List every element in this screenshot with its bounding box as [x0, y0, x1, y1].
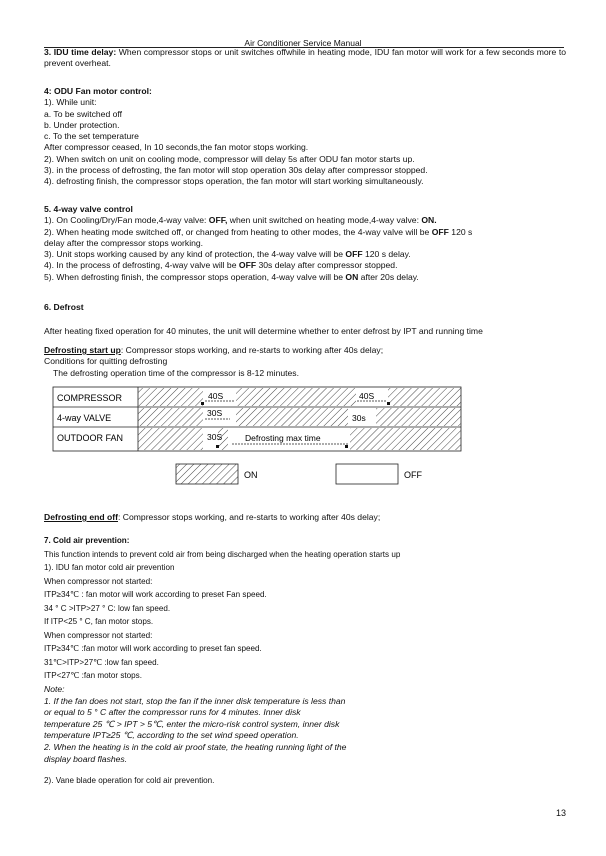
compressor-delay-40s-a: 40S	[208, 391, 224, 401]
valve-line-4: 4). In the process of defrosting, 4-way valve will be OFF 30s delay after compressor stopped.	[44, 260, 398, 271]
cold-air-line: 31℃>ITP>27℃ :low fan speed.	[44, 657, 159, 667]
defrost-end-line: Defrosting end off: Compressor stops working, and re-starts to working after 40s delay;	[44, 512, 381, 522]
cold-air-heading: 7. Cold air prevention:	[44, 536, 130, 545]
odu-fan-line: 3). in the process of defrosting, the fan motor will stop operation 30s delay after compressor stopped.	[44, 165, 428, 176]
legend-off-swatch	[336, 464, 398, 484]
defrost-max-time-label: Defrosting max time	[245, 433, 321, 443]
cold-air-line: When compressor not started:	[44, 576, 153, 586]
cold-air-line: ITP≥34℃ : fan motor will work according to preset Fan speed.	[44, 590, 267, 599]
valve-on-segment	[376, 408, 461, 426]
defrost-quit-line: Conditions for quitting defrosting	[44, 356, 168, 367]
vane-block	[44, 774, 566, 788]
row-label-outdoor-fan: OUTDOOR FAN	[57, 433, 124, 443]
page-number: 13	[556, 808, 567, 818]
fan-delay-30s: 30S	[207, 432, 223, 442]
idu-delay-text: When compressor stops or unit switches offwhile in heating mode, IDU fan motor will work for a few seconds more to prevent overheat.	[44, 47, 567, 69]
cold-air-line: This function intends to prevent cold air from being discharged when the heating operation starts up	[44, 549, 401, 559]
odu-fan-line: b. Under protection.	[44, 119, 120, 130]
section-cold-air-prevention	[44, 534, 566, 683]
cold-air-line: ITP<27℃ :fan motor stops.	[44, 671, 142, 680]
compressor-delay-40s-b: 40S	[359, 391, 375, 401]
defrost-end-label: Defrosting end off	[44, 512, 118, 522]
note-line: temperature 25 ℃ > IPT > 5℃, enter the micro-risk control system, inner disk	[44, 718, 340, 729]
compressor-on-segment	[236, 388, 356, 406]
compressor-on-segment	[388, 388, 461, 406]
legend-off-label: OFF	[404, 470, 422, 480]
valve-line-1: 1). On Cooling/Dry/Fan mode,4-way valve: OFF, when unit switched on heating mode,4-way valve: ON.	[44, 215, 437, 226]
cold-air-line: If ITP<25 ° C, fan motor stops.	[44, 617, 154, 626]
odu-fan-line: After compressor ceased, In 10 seconds,the fan motor stops working.	[44, 142, 309, 153]
odu-fan-line: 1). While unit:	[44, 97, 97, 108]
valve-delay-30s-a: 30S	[207, 408, 223, 418]
defrost-heading: 6. Defrost	[44, 302, 84, 312]
cold-air-line: When compressor not started:	[44, 630, 153, 640]
note-line: 1. If the fan does not start, stop the fan if the inner disk temperature is less than	[44, 695, 346, 706]
note-line: display board flashes.	[44, 753, 128, 764]
valve-line-2b: delay after the compressor stops working.	[44, 237, 204, 248]
note-line: temperature IPT≥25 ℃, according to the set wind speed operation.	[44, 730, 299, 741]
valve-heading: 5. 4-way valve control	[44, 204, 133, 214]
row-label-4way-valve: 4-way VALVE	[57, 413, 112, 423]
cold-air-line: 34 ° C >ITP>27 ° C: low fan speed.	[44, 603, 171, 613]
valve-line-5: 5). When defrosting finish, the compressor stops operation, 4-way valve will be ON after 20s delay.	[44, 271, 419, 282]
notes-block	[44, 684, 566, 765]
odu-fan-line: 2). When switch on unit on cooling mode, compressor will delay 5s after ODU fan motor starts up.	[44, 153, 415, 164]
odu-fan-line: 4). defrosting finish, the compressor stops operation, the fan motor will start working simultaneously.	[44, 176, 424, 187]
note-title: Note:	[44, 684, 65, 694]
fan-on-segment	[138, 428, 203, 450]
odu-fan-heading: 4: ODU Fan motor control:	[44, 86, 152, 96]
legend-on-swatch	[176, 464, 238, 484]
cold-air-line: 1). IDU fan motor cold air prevention	[44, 563, 175, 572]
defrost-start-line: Defrosting start up: Compressor stops working, and re-starts to working after 40s delay;	[44, 345, 384, 355]
defrost-intro: After heating fixed operation for 40 minutes, the unit will determine whether to enter defrost by IPT and running time	[44, 326, 483, 336]
fan-on-segment	[350, 428, 461, 450]
compressor-on-segment	[138, 388, 203, 406]
note-line: 2. When the heating is in the cold air proof state, the heating running light of the	[44, 741, 347, 752]
cold-air-line: ITP≥34℃ :fan motor will work according to preset fan speed.	[44, 644, 262, 653]
defrost-end-block	[44, 512, 566, 523]
odu-fan-line: c. To the set temperature	[44, 131, 139, 142]
valve-on-segment	[236, 408, 348, 426]
defrost-start-label: Defrosting start up	[44, 345, 121, 355]
valve-on-segment	[138, 408, 203, 426]
legend-on-label: ON	[244, 470, 258, 480]
vane-line: 2). Vane blade operation for cold air prevention.	[44, 776, 215, 785]
defrost-time-line: The defrosting operation time of the compressor is 8-12 minutes.	[53, 367, 299, 378]
valve-line-2: 2). When heating mode switched off, or changed from heating to other modes, the 4-way valve will be OFF 120 s	[44, 226, 473, 237]
page-header: Air Conditioner Service Manual	[244, 38, 362, 48]
odu-fan-line: a. To be switched off	[44, 108, 123, 119]
valve-delay-30s-b: 30s	[352, 413, 366, 423]
idu-delay-heading: 3. IDU time delay:	[44, 47, 117, 57]
valve-line-3: 3). Unit stops working caused by any kind of protection, the 4-way valve will be OFF 120 s delay.	[44, 249, 411, 260]
row-label-compressor: COMPRESSOR	[57, 393, 123, 403]
note-line: or equal to 5 ° C after the compressor runs for 4 minutes. Inner disk	[44, 707, 301, 718]
